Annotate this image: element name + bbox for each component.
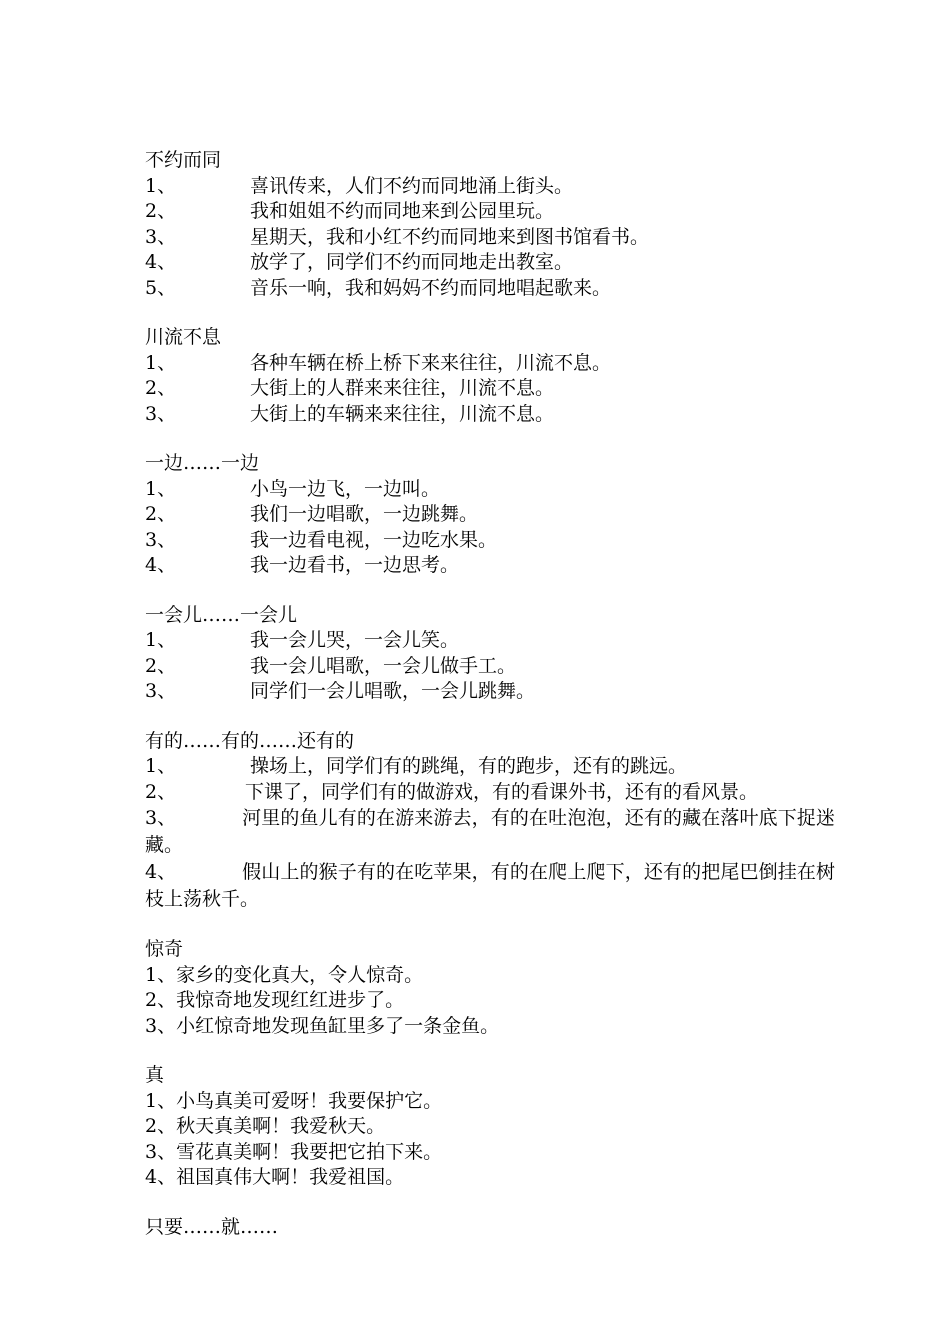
item-number: 2、 [145,654,177,677]
section-spacer [145,427,835,451]
item-text: 各种车辆在桥上桥下来来往往，川流不息。 [250,351,612,374]
section-heading: 川流不息 [145,326,222,348]
section-spacer [145,1039,835,1063]
item-text: 我一会儿哭，一会儿笑。 [250,629,460,651]
section-spacer [145,1191,835,1215]
list-item: 3、小红惊奇地发现鱼缸里多了一条金鱼。 [145,1014,500,1037]
item-number: 1、 [145,174,177,197]
item-number: 5、 [145,276,177,299]
list-item [145,805,835,859]
list-item [145,250,835,276]
item-text: 下课了，同学们有的做游戏，有的看课外书，还有的看风景。 [245,780,759,803]
list-item [145,225,835,251]
item-text: 放学了，同学们不约而同地走出教室。 [250,251,574,273]
section-spacer [145,913,835,937]
list-item [145,402,835,428]
list-item [145,199,835,225]
section-spacer [145,579,835,603]
section-heading: 一会儿……一会儿 [145,603,298,626]
item-text: 大街上的人群来来往往，川流不息。 [250,377,555,399]
list-item [145,780,835,806]
list-item [145,351,835,377]
list-item: 2、我惊奇地发现红红进步了。 [145,989,405,1011]
item-text: 我一边看书，一边思考。 [250,554,460,576]
list-item [145,477,835,503]
item-number: 1、 [145,629,177,651]
item-text: 同学们一会儿唱歌，一会儿跳舞。 [250,680,536,702]
list-item [145,679,835,705]
section-heading: 真 [145,1064,165,1086]
section-spacer [145,705,835,729]
section-heading: 不约而同 [145,149,222,171]
list-item: 3、雪花真美啊！我要把它拍下来。 [145,1140,443,1163]
item-number: 2、 [145,780,177,803]
item-number: 4、 [145,251,177,273]
list-item [145,174,835,200]
list-item [145,528,835,554]
item-text: 小鸟一边飞，一边叫。 [250,477,441,500]
item-number: 4、 [145,554,177,576]
item-number: 1、 [145,351,177,374]
list-item [145,754,835,780]
item-number: 1、 [145,477,177,500]
item-text: 我一会儿唱歌，一会儿做手工。 [250,654,517,677]
item-text: 操场上，同学们有的跳绳，有的跑步，还有的跳远。 [250,755,688,777]
list-item: 2、秋天真美啊！我爱秋天。 [145,1115,386,1137]
item-number: 3、 [145,680,177,702]
item-number: 3、 [145,225,177,248]
item-text: 我一边看电视，一边吃水果。 [250,528,498,551]
list-item [145,276,835,302]
list-item: 4、祖国真伟大啊！我爱祖国。 [145,1166,405,1188]
section-heading: 有的……有的……还有的 [145,729,355,752]
item-number: 1、 [145,755,177,777]
section-heading: 只要……就…… [145,1215,279,1238]
list-item: 1、小鸟真美可爱呀！我要保护它。 [145,1089,443,1112]
item-number: 2、 [145,377,177,399]
item-text: 河里的鱼儿有的在游来游去，有的在吐泡泡，还有的藏在落叶底下捉迷藏。 [145,807,835,856]
item-text: 我和姐姐不约而同地来到公园里玩。 [250,200,555,222]
document-body [145,148,835,1240]
list-item [145,502,835,528]
item-text: 星期天，我和小红不约而同地来到图书馆看书。 [250,225,650,248]
item-text: 假山上的猴子有的在吃苹果，有的在爬上爬下，还有的把尾巴倒挂在树枝上荡秋千。 [145,861,835,910]
list-item: 1、家乡的变化真大，令人惊奇。 [145,963,424,986]
item-text: 大街上的车辆来来往往，川流不息。 [250,402,555,425]
item-number: 3、 [145,807,177,829]
list-item [145,553,835,579]
item-number: 3、 [145,402,177,425]
item-number: 2、 [145,503,177,525]
item-text: 音乐一响，我和妈妈不约而同地唱起歌来。 [250,276,612,299]
item-number: 2、 [145,200,177,222]
section-spacer [145,301,835,325]
section-heading: 惊奇 [145,938,184,960]
list-item [145,376,835,402]
list-item [145,628,835,654]
item-number: 4、 [145,861,177,883]
section-heading: 一边……一边 [145,452,260,474]
item-number: 3、 [145,528,177,551]
list-item [145,859,835,913]
list-item [145,654,835,680]
item-text: 我们一边唱歌，一边跳舞。 [250,503,479,525]
item-text: 喜讯传来，人们不约而同地涌上街头。 [250,174,574,197]
